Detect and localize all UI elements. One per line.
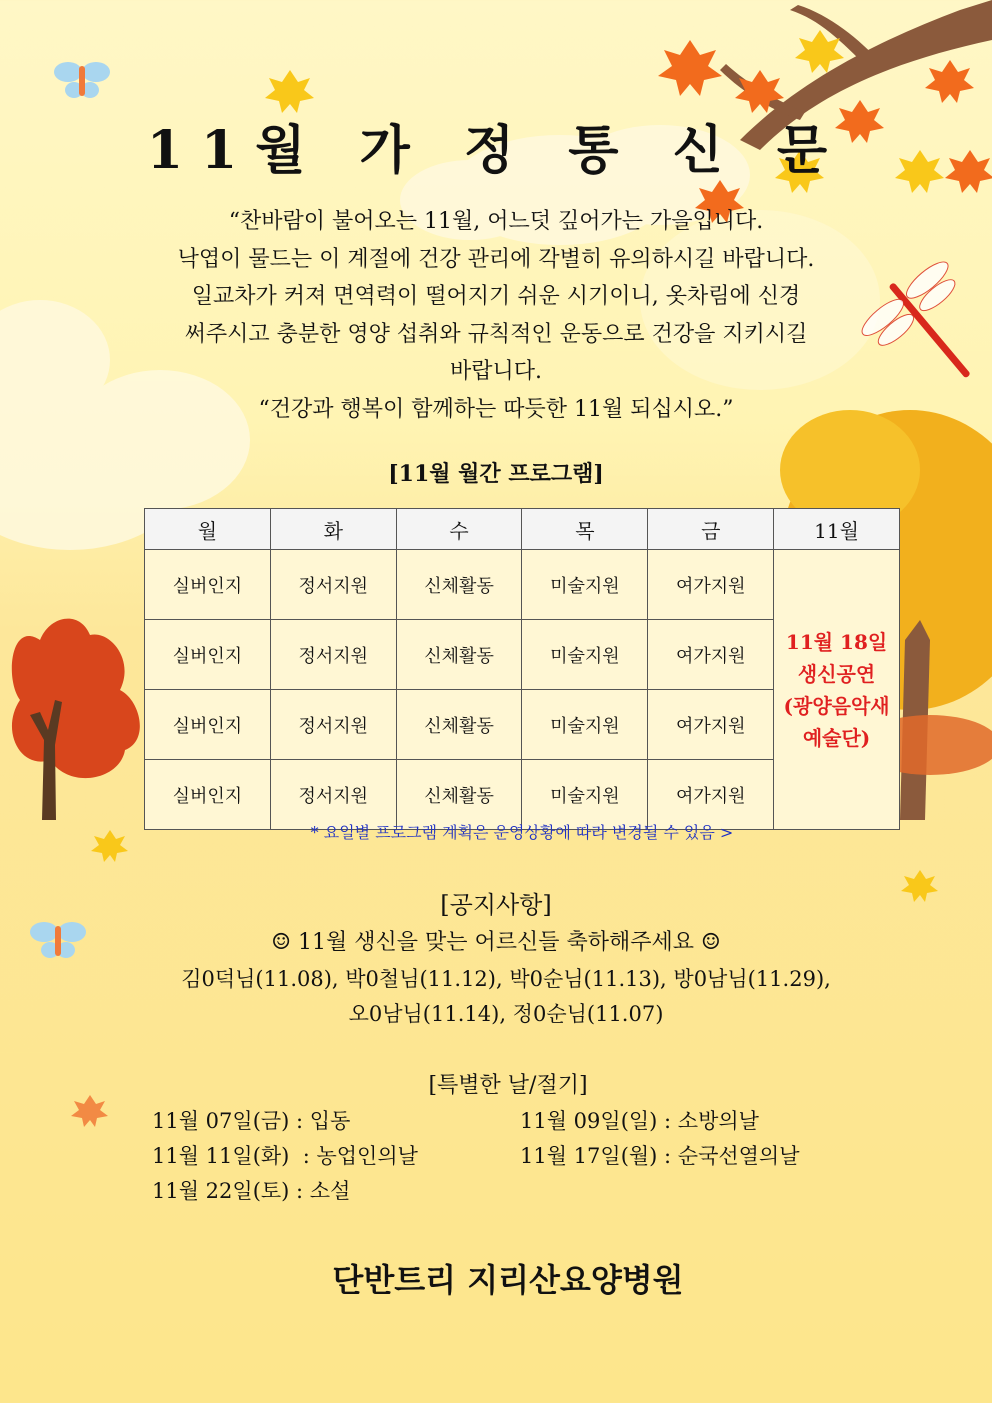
special-day-entry: 11월 22일(토) : 소설 — [152, 1179, 351, 1203]
butterfly-icon — [54, 62, 110, 98]
program-cell: 미술지원 — [522, 760, 648, 830]
table-header-row — [145, 509, 900, 550]
program-cell: 여가지원 — [648, 550, 774, 620]
program-cell: 미술지원 — [522, 550, 648, 620]
table-row — [145, 550, 900, 620]
special-days-list — [152, 1104, 872, 1209]
program-cell: 실버인지 — [145, 690, 271, 760]
header-wed: 수 — [396, 509, 522, 550]
program-cell: 신체활동 — [396, 760, 522, 830]
page-title: 11월 가 정 통 신 문 — [146, 120, 846, 181]
header-mon: 월 — [145, 509, 271, 550]
special-days-title: [특별한 날/절기] — [428, 1073, 588, 1098]
special-day-entry: 11월 11일(화) : 농업인의날 — [152, 1144, 418, 1168]
program-cell: 여가지원 — [648, 760, 774, 830]
program-cell: 미술지원 — [522, 620, 648, 690]
monthly-program-table — [144, 508, 900, 830]
program-cell: 정서지원 — [270, 620, 396, 690]
program-change-note: * 요일별 프로그램 계획은 운영상황에 따라 변경될 수 있음 > — [310, 823, 734, 842]
special-day-entry: 11월 09일(일) : 소방의날 — [520, 1109, 759, 1133]
birthday-names-line: 오0남님(11.14), 정0순님(11.07) — [348, 1002, 664, 1026]
header-thu: 목 — [522, 509, 648, 550]
birthday-greeting: ☺ 11월 생신을 맞는 어르신들 축하해주세요 ☺ — [271, 930, 721, 955]
event-line: 생신공연 — [797, 661, 876, 686]
intro-line: 일교차가 커져 면역력이 떨어지기 쉬운 시기이니, 옷차림에 신경 — [191, 284, 801, 309]
event-line: (광양음악새 — [783, 693, 890, 718]
intro-line: “건강과 행복이 함께하는 따듯한 11월 되십시오.” — [258, 396, 734, 422]
event-line: 예술단) — [802, 725, 871, 750]
hospital-name: 단반트리 지리산요양병원 — [332, 1261, 684, 1299]
program-cell: 실버인지 — [145, 550, 271, 620]
program-cell: 미술지원 — [522, 690, 648, 760]
intro-line: 바랍니다. — [449, 359, 542, 384]
intro-line: “찬바람이 불어오는 11월, 어느덧 깊어가는 가을입니다. — [228, 209, 764, 234]
special-day-entry: 11월 17일(월) : 순국선열의날 — [520, 1144, 800, 1168]
program-cell: 정서지원 — [270, 550, 396, 620]
birthday-names-line: 김0덕님(11.08), 박0철님(11.12), 박0순님(11.13), 방0남님(11.29), — [181, 967, 831, 991]
program-cell: 여가지원 — [648, 690, 774, 760]
program-cell: 실버인지 — [145, 620, 271, 690]
program-cell: 신체활동 — [396, 690, 522, 760]
intro-line: 써주시고 충분한 영양 섭취와 규칙적인 운동으로 건강을 지키시길 — [184, 321, 808, 347]
intro-line: 낙엽이 물드는 이 계절에 건강 관리에 각별히 유의하시길 바랍니다. — [177, 246, 815, 272]
header-month: 11월 — [774, 509, 900, 550]
birthday-names — [150, 962, 862, 1032]
event-line: 11월 18일 — [785, 629, 888, 654]
notice-title: [공지사항] — [440, 891, 552, 919]
intro-message — [120, 203, 872, 428]
program-cell: 여가지원 — [648, 620, 774, 690]
program-cell: 정서지원 — [270, 690, 396, 760]
program-cell: 신체활동 — [396, 620, 522, 690]
header-fri: 금 — [648, 509, 774, 550]
special-day-entry: 11월 07일(금) : 입동 — [152, 1109, 351, 1133]
program-cell: 실버인지 — [145, 760, 271, 830]
program-title: [11월 월간 프로그램] — [388, 461, 604, 487]
list-item — [152, 1174, 872, 1209]
list-item — [152, 1139, 872, 1174]
birthday-concert-event — [774, 550, 900, 830]
program-cell: 신체활동 — [396, 550, 522, 620]
list-item — [152, 1104, 872, 1139]
header-tue: 화 — [270, 509, 396, 550]
red-tree-icon — [12, 619, 140, 820]
program-cell: 정서지원 — [270, 760, 396, 830]
